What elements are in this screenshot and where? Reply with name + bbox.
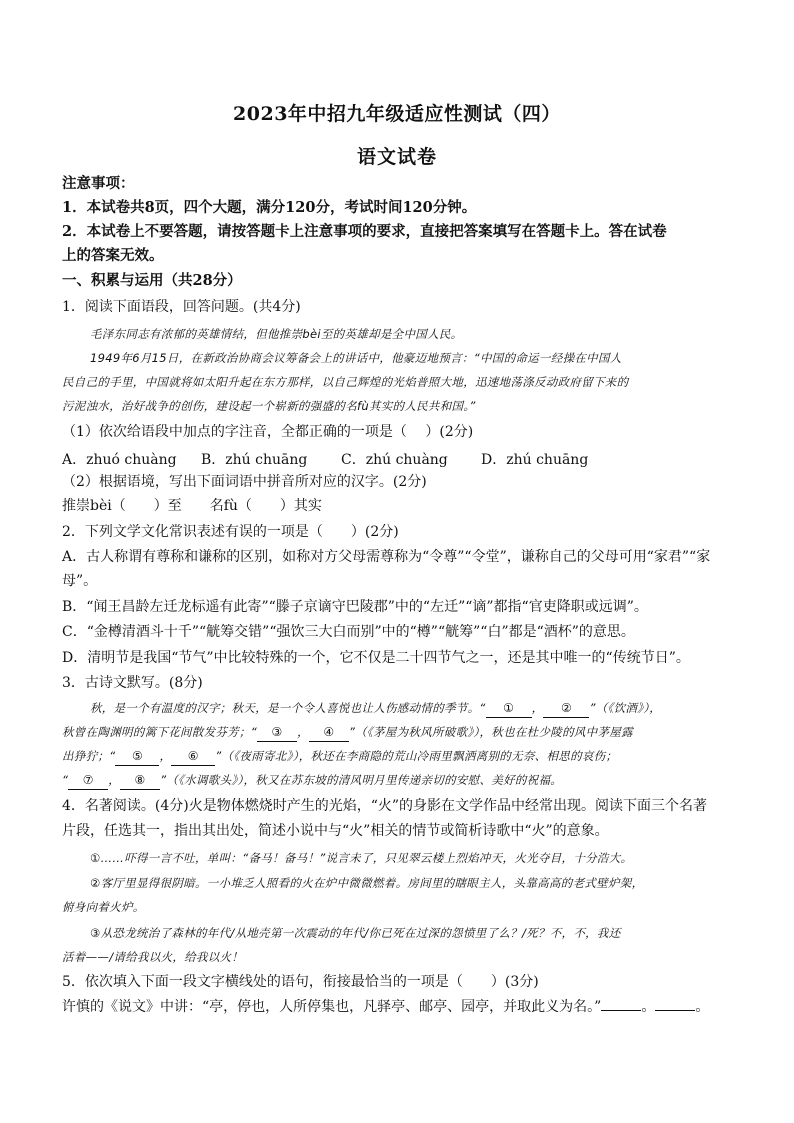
blank-2: ② [543,699,589,718]
q2-option-d: D．清明节是我国“节气”中比较特殊的一个，它不仅是二十四节气之一，还是其中唯一的“传统节日”。 [62,650,690,666]
q3-stem: 3．古诗文默写。(8分) [62,675,203,691]
q3-text: ”（《茅屋为秋风所破歌》），秋也在杜少陵的风中茅屋露 [348,725,633,739]
q3-text: ”（《饮酒》）， [589,701,662,715]
q3-line: 秋，是一个有温度的汉字；秋天，是一个令人喜悦也让人伤感动情的季节。“ ① ， ② ”（《饮酒》）， [90,699,770,718]
blank-3: ③ [257,723,297,742]
page-subtitle: 语文试卷 [356,146,437,168]
q3-line: 秋曾在陶渊明的篱下花间散发芬芳；“ ③ ， ④ ”（《茅屋为秋风所破歌》），秋也在杜少陵的风中茅屋露 [62,723,742,742]
q2-option-a-cont: 母”。 [62,573,98,589]
q5-text [62,998,742,1016]
section-heading: 一、积累与运用（共28分） [62,272,242,289]
q3-text: 秋，是一个有温度的汉字；秋天，是一个令人喜悦也让人伤感动情的季节。“ [90,701,486,715]
blank-6: ⑥ [171,747,215,766]
q5-blank-1 [601,1010,641,1011]
page-title: 2023年中招九年级适应性测试（四） [233,103,561,125]
q2-option-a: A．古人称谓有尊称和谦称的区别，如称对方父母需尊称为“令尊”“令堂”，谦称自己的父母可用“家君”“家 [62,549,711,565]
q1-fill: 推崇bèi（ ）至 名fù（ ）其实 [62,498,322,514]
blank-1: ① [486,699,532,718]
notes-heading: 注意事项： [62,175,135,192]
blank-4: ④ [309,723,349,742]
q5-stem: 5．依次填入下面一段文字横线处的语句，衔接最恰当的一项是（ ）(3分) [62,974,539,990]
q4-stem: 片段，任选其一，指出其出处，简述小说中与“火”相关的情节或简析诗歌中“火”的意象。 [62,823,609,839]
q4-fragment: ②客厅里显得很阴暗。一小堆乏人照看的火在炉中微微燃着。房间里的瞎眼主人，头靠高高的老式壁炉架， [90,876,644,890]
q3-text: 出狰狞；“ [62,749,116,763]
q2-option-c: C．“金樽清酒斗十千”“觥筹交错”“强饮三大白而别”中的“樽”“觥筹”“白”都是“酒杯”的意思。 [62,624,635,640]
q3-text: ”（《水调歌头》），秋又在苏东坡的清风明月里传递亲切的安慰、美好的祝福。 [160,773,563,787]
q1-sub1: （1）依次给语段中加点的字注音，全都正确的一项是（ ）(2分) [62,424,474,440]
q2-option-b: B．“闻王昌龄左迁龙标遥有此寄”“滕子京谪守巴陵郡”中的“左迁”“谪”都指“官吏降职或远调”。 [62,599,648,615]
q4-fragment: ①……吓得一言不吐，单叫：“备马！备马！”说言未了，只见翠云楼上烈焰冲天，火光夺目，十分浩大。 [90,851,633,865]
q2-stem: 2．下列文学文化常识表述有误的一项是（ ）(2分) [62,524,399,540]
q4-fragment: 活着——/请给我以火，给我以火！ [62,950,244,964]
q1-passage-line: 污泥浊水，治好战争的创伤，建设起一个崭新的强盛的名fù其实的人民共和国。” [62,399,476,413]
q1-option-c: C．zhú chuàng [341,452,448,468]
note-item: 1．本试卷共8页，四个大题，满分120分，考试时间120分钟。 [62,199,477,216]
q4-fragment: 俯身向着火炉。 [62,900,145,914]
blank-5: ⑤ [115,747,159,766]
q3-text: 秋曾在陶渊明的篱下花间散发芬芳；“ [62,725,258,739]
q3-line: “ ⑦ ， ⑧ ”（《水调歌头》），秋又在苏东坡的清风明月里传递亲切的安慰、美好的祝福。 [62,771,742,790]
q3-text: ”（《夜雨寄北》），秋还在李商隐的荒山冷雨里飘洒离别的无奈、相思的哀伤； [215,749,618,763]
q3-line: 出狰狞；“ ⑤ ， ⑥ ”（《夜雨寄北》），秋还在李商隐的荒山冷雨里飘洒离别的无奈、相思的哀伤； [62,747,742,766]
q1-stem: 1．阅读下面语段，回答问题。(共4分) [62,299,301,315]
q1-option-d: D．zhú chuāng [481,452,589,468]
blank-7: ⑦ [68,771,108,790]
q1-passage-line: 毛泽东同志有浓郁的英雄情结，但他推崇bèi至的英雄却是全中国人民。 [90,327,463,341]
q4-stem: 4．名著阅读。(4分)火是物体燃烧时产生的光焰，“火”的身影在文学作品中经常出现。阅读下面三个名著 [62,798,708,814]
q3-text: “ [62,773,69,787]
q5-period: 。 [695,999,710,1015]
q1-passage-line: 1949年6月15日，在新政治协商会议筹备会上的讲话中，他豪迈地预言：“中国的命运一经操在中国人 [90,351,622,365]
note-item: 上的答案无效。 [62,247,164,264]
q1-option-b: B．zhú chuāng [201,452,308,468]
q5-blank-2 [655,1010,695,1011]
note-item: 2．本试卷上不要答题，请按答题卡上注意事项的要求，直接把答案填写在答题卡上。答在试卷 [62,223,667,240]
q1-option-a: A．zhuó chuàng [62,452,177,468]
q4-fragment: ③从恐龙统治了森林的年代/从地壳第一次震动的年代/你已死在过深的怨愤里了么？/死？不，不，我还 [90,926,621,940]
q1-sub2: （2）根据语境，写出下面词语中拼音所对应的汉字。(2分) [62,474,427,490]
q5-quote: 许慎的《说文》中讲：“亭，停也，人所停集也，凡驿亭、邮亭、园亭，并取此义为名。” [62,999,602,1015]
blank-8: ⑧ [120,771,160,790]
q5-period: 。 [641,999,656,1015]
q1-passage-line: 民自己的手里，中国就将如太阳升起在东方那样，以自己辉煌的光焰普照大地，迅速地荡涤反动政府留下来的 [62,375,629,389]
